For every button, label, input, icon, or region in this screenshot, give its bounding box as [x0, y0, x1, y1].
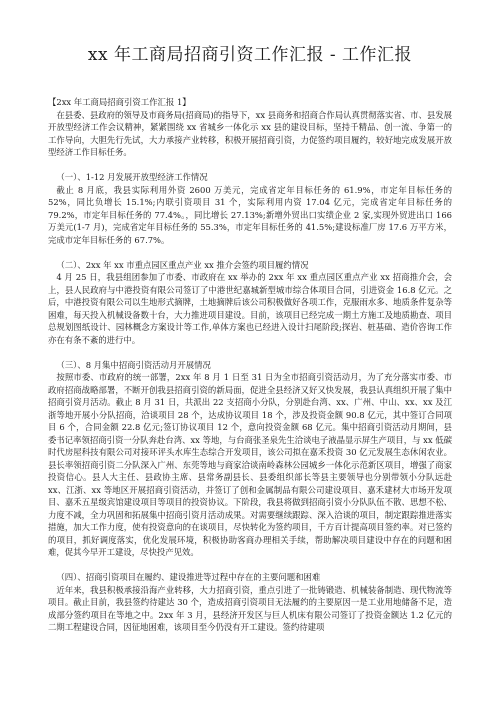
paragraph-gap	[48, 159, 452, 172]
document-body	[48, 96, 452, 634]
paragraph-gap	[48, 559, 452, 572]
section-heading: 【2xx 年工商局招商引资工作汇报 1】	[48, 97, 191, 107]
paragraph: 近年来，我县积极承接沿海产业转移，大力招商引资，重点引进了一批铸锻造、机械装备制造、现代物流等项目。截止目前，我县签约待建达 30 个，造成招商引资项目无法履约的主要原因一是工业用地储备不足，造成部分签约项目在等地之中。2xx 年 3 月，县经济开发区与巨人机床有限公司签订了投资金额达 1.2 亿元的二期工程建设合同，因征地困难，该项目至今仍没有开工建设。签约待建项	[48, 584, 452, 632]
paragraph-gap	[48, 346, 452, 359]
paragraph: （三）、8 月集中招商引资活动月开展情况	[56, 359, 211, 370]
document-title: xx 年工商局招商引资工作汇报 - 工作汇报	[87, 45, 413, 65]
paragraph: 截止 8 月底，我县实际利用外资 2600 万美元，完成省定年目标任务的 61.9%，市定年目标任务的 52%，同比负增长 15.1%;内联引资项目 31 个，实际利用内资 17.04 亿元，完成省定年目标任务的 79.2%，市定年目标任务的 77.4%。，同比增长 27.13%;新增外贸出口实绩企业 2 家,实现外贸进出口 166 万美元(1-7 月)，完成省定年目标任务的 55.3%，市定年目标任务的 41.5%;建设标准厂房 17.6 万平方米，完成市定年目标任务的 67.7%。	[48, 184, 452, 245]
paragraph: 4 月 25 日，我县组团参加了市委、市政府在 xx 举办的 2xx 年 xx 重点园区重点产业 xx 招商推介会，会上，县人民政府与中港投资有限公司签订了中港世纪嘉城新型城市综合体项目合同，引进资金 16.8 亿元。之后，中港投资有限公司以生地形式摘牌，土地摘牌后该公司积极做好各项工作，克服雨水多、地质条件复杂等困难，每天投入机械设备数十台，大力推进项目建设。目前，该项目已经完成一期土方施工及地质勘查、项目总规划图纸设计、园林概念方案设计等工作,单体方案也已经进入设计扫尾阶段;探岩、桩基础、造价咨询工作亦在有条不紊的进行中。	[48, 272, 452, 345]
paragraph: （二）、2xx 年 xx 市重点园区重点产业 xx 推介会签约项目履约情况	[56, 259, 309, 270]
paragraph-gap	[48, 246, 452, 259]
paragraph: （一）、1-12 月发展开放型经济工作情况	[56, 172, 208, 182]
paragraph: 按照市委、市政府的统一部署，2xx 年 8 月 1 日至 31 日为全市招商引资活动月，为了充分落实市委、市政府招商战略部署，不断开创我县招商引资的新局面，促进全县经济又好又快发展，我县认真组织开展了集中招商引资月活动。截止 8 月 31 日，共派出 22 支招商小分队，分别赴台湾、xx、广州、中山、xx、xx 及江浙等地开展小分队招商，洽谈项目 28 个，达成协议项目 18 个，涉及投资金额 90.8 亿元，其中签订合同项目 6 个，合同金额 22.8 亿元;签订协议项目 12 个，意向投资金额 68 亿元。集中招商引资活动月期间，县委书记率领招商引资一分队奔赴台湾、xx 等地，与台商张圣泉先生洽谈电子液晶显示屏生产项目，与 xx 低碳时代房屋科技有限公司对接环评头水库生态综合开发项目，该公司拟在嘉禾投资 30 亿元发展生态休闲农业。县长率领招商引资二分队深入广州、东莞等地与商家洽谈南岭森林公园城乡一体化示范新区项目，增强了商家投资信心。县人大主任、县政协主席、县常务副县长、县委组织部长等县主要领导也分别带领小分队远赴 xx、江浙、xx 等地区开展招商引资活动，并签订了创和金属制品有限公司建设项目、嘉禾建材大市场开发项目、嘉禾五星级宾馆建设项目等项目的投资协议。下阶段，我县将做到招商引资小分队队伍不散、思想不松、力度不减，全力巩固和拓展集中招商引资月活动成果。对需要继续跟踪、深入洽谈的项目，制定跟踪推进落实措施，加大工作力度，使有投资意向的在谈项目，尽快转化为签约项目，千方百计提高项目签约率。对已签约的项目，抓好调度落实，优化发展环境，积极协助客商办理相关手续，帮助解决项目建设中存在的问题和困难，促其今早开工建设，尽快投产见效。	[48, 372, 452, 557]
paragraph: （四）、招商引资项目在履约、建设推进等过程中存在的主要问题和困难	[56, 572, 321, 582]
paragraph: 在县委、县政府的领导及市商务局(招商局)的指导下，xx 县商务和招商合作局认真贯彻落实省、市、县发展开放型经济工作会议精神，紧紧围绕 xx 省城乡一体化示 xx 县的建设目标，坚持千精品、创一流、争第一的工作导向，大胆先行先试，大力承接产业转移，积极开展招商引资，力促签约项目履约，较好地完成发展开放型经济工作目标任务。	[48, 109, 452, 157]
